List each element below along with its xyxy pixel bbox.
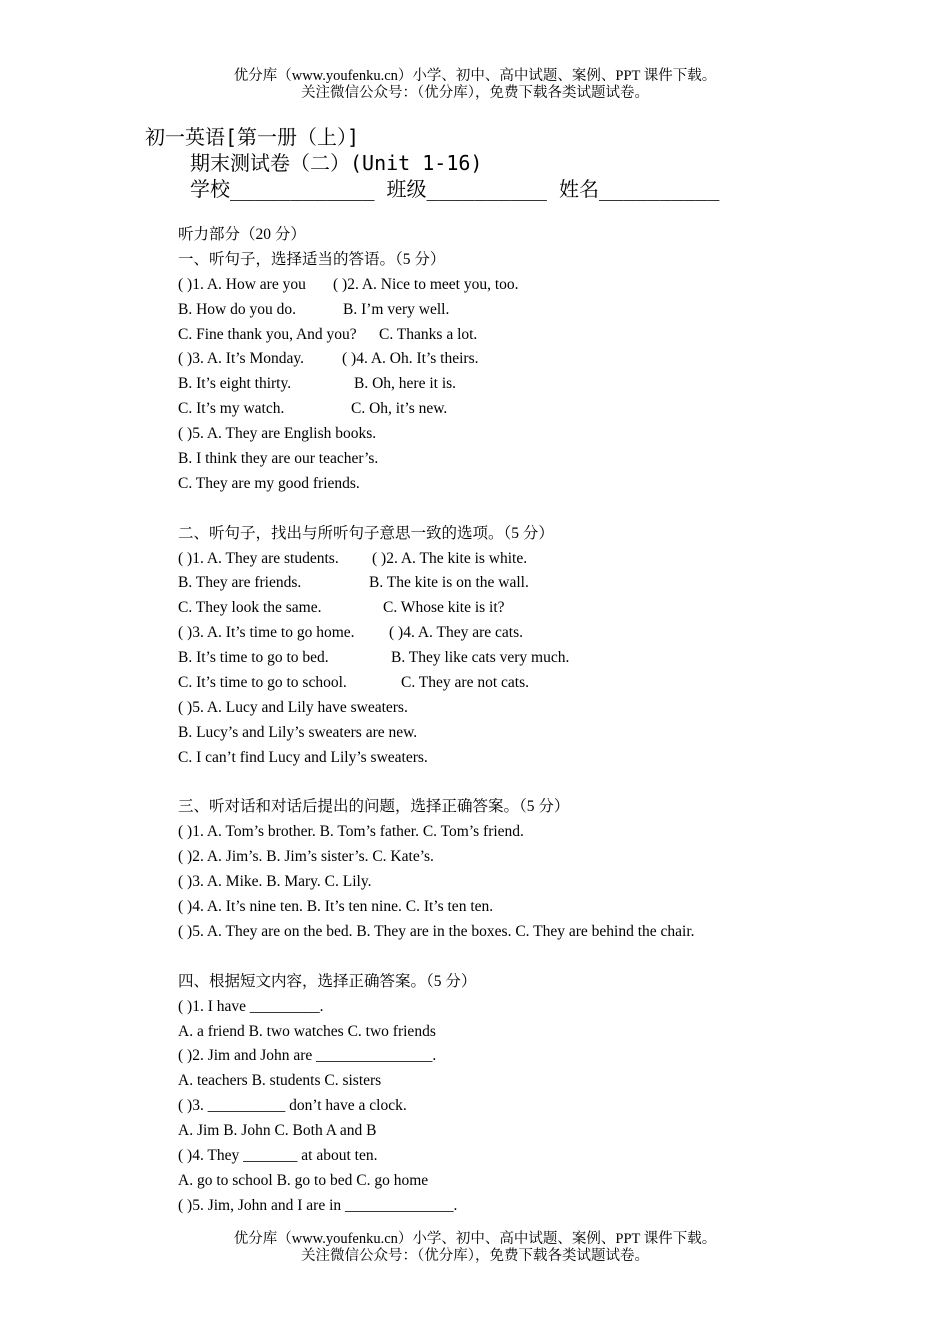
question-line: ( )4. A. It’s nine ten. B. It’s ten nine. C. It’s ten ten. [178, 898, 494, 916]
question-row: C. It’s time to go to school. C. They are not cats. [178, 674, 529, 692]
section3-heading: 三、听对话和对话后提出的问题，选择正确答案。（5 分） [178, 798, 570, 816]
question-row: ( )3. A. It’s time to go home. ( )4. A. They are cats. [178, 624, 523, 642]
question-row: ( )3. A. It’s Monday. ( )4. A. Oh. It’s theirs. [178, 350, 479, 368]
question-row: B. How do you do. B. I’m very well. [178, 300, 450, 318]
question-line: A. teachers B. students C. sisters [178, 1072, 382, 1090]
question-line: ( )5. A. They are on the bed. B. They are in the boxes. C. They are behind the chair. [178, 922, 695, 940]
exam-body [178, 223, 878, 1219]
question-line: C. They are my good friends. [178, 474, 360, 492]
question-row: ( )1. A. How are you ( )2. A. Nice to meet you, too. [178, 275, 519, 293]
footer-line-1: 优分库（www.youfenku.cn）小学、初中、高中试题、案例、PPT 课件下载。 [233, 1231, 717, 1247]
title-line-2: 期末测试卷（二）(Unit 1-16) [190, 151, 483, 175]
question-line: A. go to school B. go to bed C. go home [178, 1171, 429, 1189]
page-footer [0, 1231, 950, 1265]
question-line: ( )3. __________ don’t have a clock. [178, 1097, 407, 1115]
question-line: ( )3. A. Mike. B. Mary. C. Lily. [178, 873, 372, 891]
question-line: B. I think they are our teacher’s. [178, 450, 379, 468]
section2-heading: 二、听句子，找出与所听句子意思一致的选项。（5 分） [178, 524, 554, 542]
header-line-2: 关注微信公众号：（优分库），免费下载各类试题试卷。 [301, 85, 649, 101]
page-header [0, 68, 950, 102]
question-line: ( )1. I have _________. [178, 997, 324, 1015]
question-row: C. Fine thank you, And you? C. Thanks a lot. [178, 325, 478, 343]
question-row: C. It’s my watch. C. Oh, it’s new. [178, 400, 448, 418]
question-line: C. I can’t find Lucy and Lily’s sweaters. [178, 748, 428, 766]
question-row: C. They look the same. C. Whose kite is it? [178, 599, 505, 617]
title-line-1: 初一英语[第一册（上）] [145, 125, 360, 149]
question-line: A. a friend B. two watches C. two friends [178, 1022, 436, 1040]
question-line: B. Lucy’s and Lily’s sweaters are new. [178, 723, 418, 741]
section1-heading: 一、听句子，选择适当的答语。（5 分） [178, 250, 446, 268]
question-row: B. They are friends. B. The kite is on the wall. [178, 574, 529, 592]
question-line: ( )5. A. Lucy and Lily have sweaters. [178, 698, 408, 716]
header-line-1: 优分库（www.youfenku.cn）小学、初中、高中试题、案例、PPT 课件下载。 [233, 68, 717, 84]
footer-line-2: 关注微信公众号：（优分库），免费下载各类试题试卷。 [301, 1248, 649, 1264]
question-row: ( )1. A. They are students. ( )2. A. The kite is white. [178, 549, 528, 567]
question-line: ( )4. They _______ at about ten. [178, 1146, 378, 1164]
section4-heading: 四、根据短文内容，选择正确答案。（5 分） [178, 972, 477, 990]
question-line: ( )1. A. Tom’s brother. B. Tom’s father. C. Tom’s friend. [178, 823, 524, 841]
question-line: ( )2. Jim and John are _______________. [178, 1047, 437, 1065]
student-info-line: 学校____________ 班级__________ 姓名__________ [190, 177, 720, 201]
question-line: A. Jim B. John C. Both A and B [178, 1122, 377, 1140]
question-line: ( )5. Jim, John and I are in ______________. [178, 1196, 458, 1214]
question-row: B. It’s eight thirty. B. Oh, here it is. [178, 375, 457, 393]
question-row: B. It’s time to go to bed. B. They like cats very much. [178, 649, 570, 667]
question-line: ( )2. A. Jim’s. B. Jim’s sister’s. C. Kate’s. [178, 848, 434, 866]
question-line: ( )5. A. They are English books. [178, 425, 377, 443]
exam-title [145, 124, 719, 202]
listening-heading: 听力部分（20 分） [178, 226, 306, 243]
